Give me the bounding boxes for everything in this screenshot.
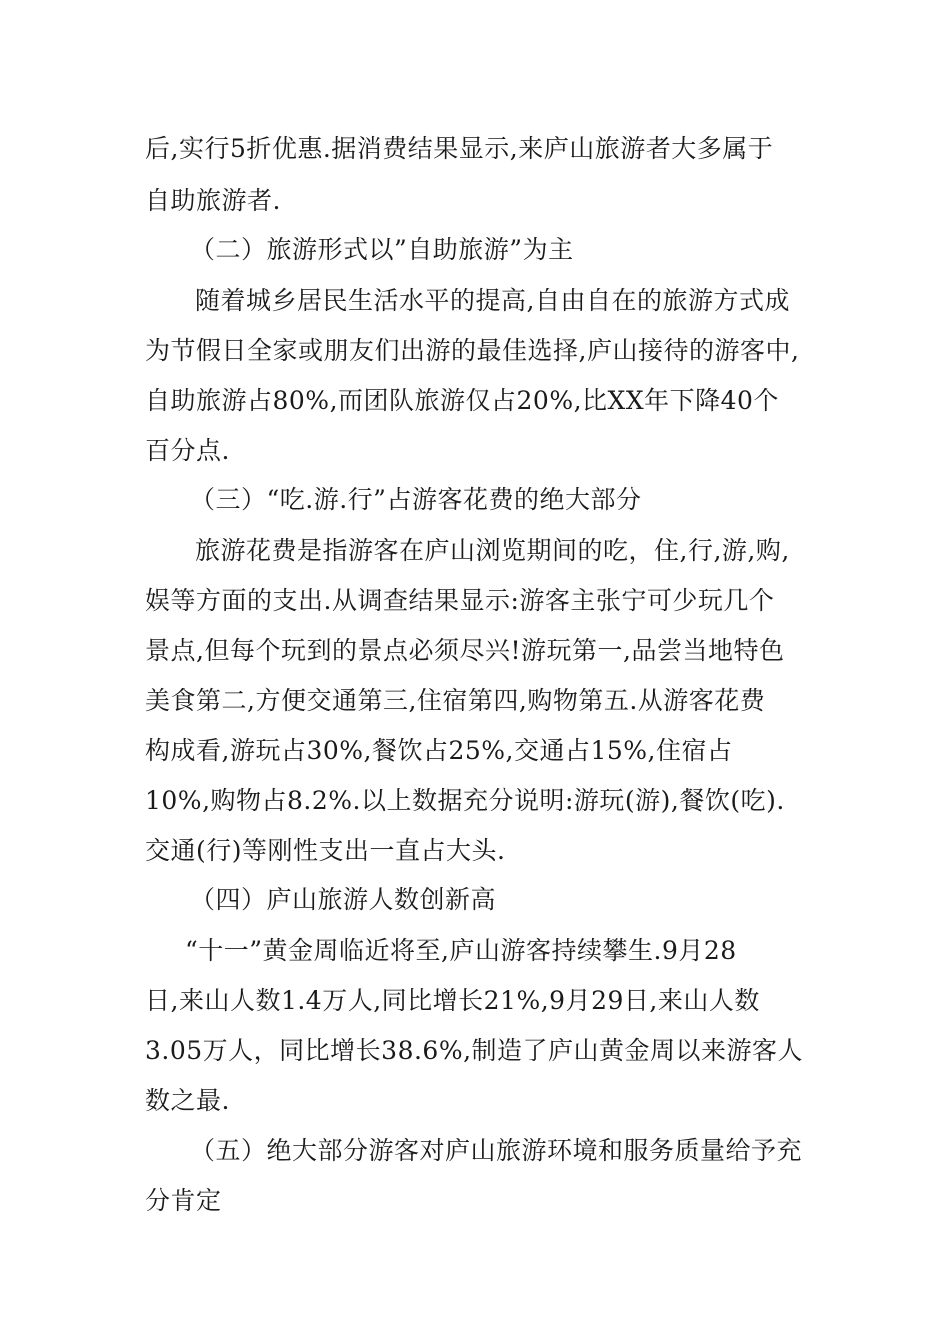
text-line: 10%,购物占8.2%.以上数据充分说明:游玩(游),餐饮(吃). xyxy=(145,786,785,815)
text-line: 娱等方面的支出.从调查结果显示:游客主张宁可少玩几个 xyxy=(145,586,775,615)
section-heading-2: （二）旅游形式以”自助旅游”为主 xyxy=(190,235,574,264)
text-line: 旅游花费是指游客在庐山浏览期间的吃，住,行,游,购, xyxy=(195,536,790,565)
text-line: 为节假日全家或朋友们出游的最佳选择,庐山接待的游客中, xyxy=(145,336,800,365)
text-line: 自助旅游者. xyxy=(145,186,281,215)
text-line: 百分点. xyxy=(145,436,230,465)
text-line: 后,实行5折优惠.据消费结果显示,来庐山旅游者大多属于 xyxy=(145,134,774,163)
section-heading-4: （四）庐山旅游人数创新高 xyxy=(190,885,497,914)
text-line: 构成看,游玩占30%,餐饮占25%,交通占15%,住宿占 xyxy=(145,736,733,765)
text-line: 交通(行)等刚性支出一直占大头. xyxy=(145,836,506,865)
text-line: “十一”黄金周临近将至,庐山游客持续攀生.9月28 xyxy=(185,936,737,965)
text-line: 日,来山人数1.4万人,同比增长21%,9月29日,来山人数 xyxy=(145,986,760,1015)
text-line: 分肯定 xyxy=(145,1186,222,1215)
text-line: 美食第二,方便交通第三,住宿第四,购物第五.从游客花费 xyxy=(145,686,766,715)
text-line: 景点,但每个玩到的景点必须尽兴!游玩第一,品尝当地特色 xyxy=(145,636,785,665)
text-line: 3.05万人，同比增长38.6%,制造了庐山黄金周以来游客人 xyxy=(145,1036,804,1065)
text-line: 随着城乡居民生活水平的提高,自由自在的旅游方式成 xyxy=(195,286,790,315)
section-heading-3: （三）“吃.游.行”占游客花费的绝大部分 xyxy=(190,485,642,514)
section-heading-5: （五）绝大部分游客对庐山旅游环境和服务质量给予充 xyxy=(190,1136,803,1165)
text-line: 自助旅游占80%,而团队旅游仅占20%,比XX年下降40个 xyxy=(145,386,779,415)
text-line: 数之最. xyxy=(145,1086,230,1115)
